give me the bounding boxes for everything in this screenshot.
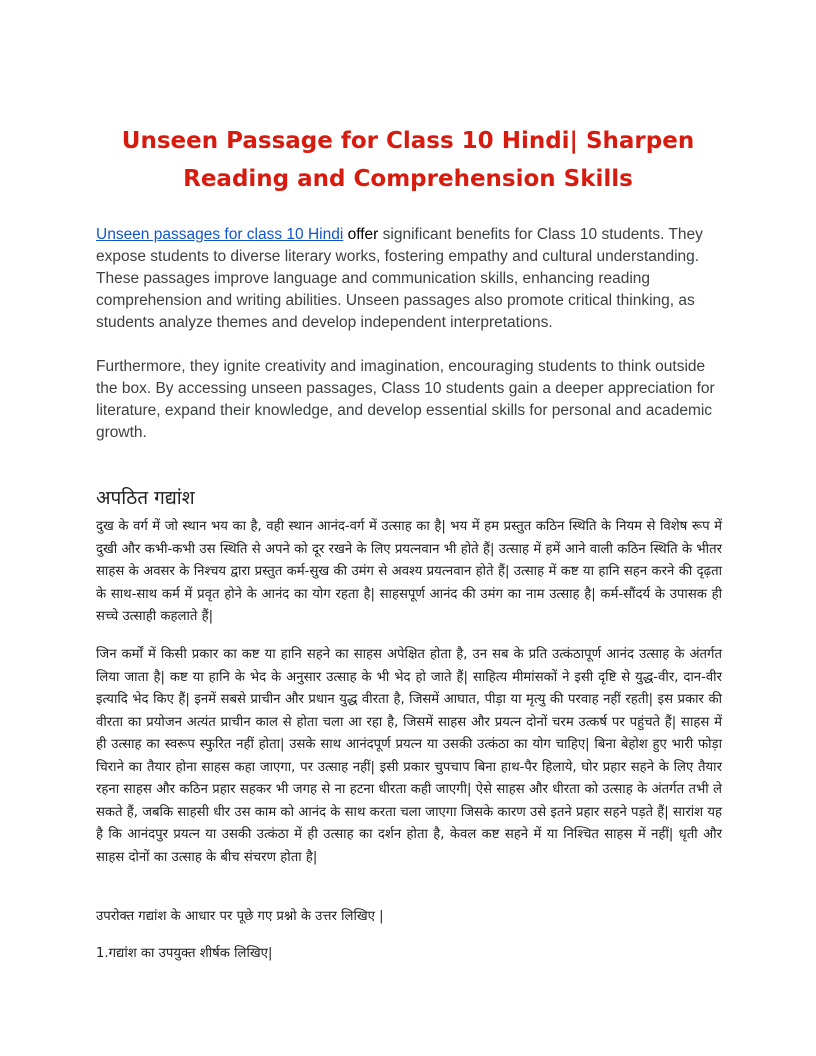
question-1: 1.गद्यांश का उपयुक्त शीर्षक लिखिए| [96, 946, 273, 961]
intro-paragraph-2: Furthermore, they ignite creativity and imagination, encouraging students to think outside the box. By accessing unseen passages, Class 10 students gain a deeper appreciation for literature, expand their knowledge, and develop essential skills for personal and academic growth. [96, 358, 715, 441]
intro-paragraph-1-text: significant benefits for Class 10 students. They expose students to diverse literary works, fostering empathy and cultural understanding. These passages improve language and communication skills, enhancing reading comprehension and writing abilities. Unseen passages also promote critical thinking, as students analyze themes and develop independent interpretations. [96, 226, 703, 331]
intro-paragraph-1 [96, 224, 726, 334]
offer-word: offer [347, 226, 379, 243]
question-instruction: उपरोक्त गद्यांश के आधार पर पूछे गए प्रश्नो के उत्तर लिखिए | [96, 909, 384, 924]
unseen-passages-link[interactable]: Unseen passages for class 10 Hindi [96, 226, 344, 243]
passage-paragraph-2: जिन कर्मों में किसी प्रकार का कष्ट या हानि सहने का साहस अपेक्षित होता है, उन सब के प्रति उत्कंठापूर्ण आनंद उत्साह के अंतर्गत लिया जाता है| कष्ट या हानि के भेद के अनुसार उत्साह के भी भेद हो जाते हैं| साहित्य मीमांसकों ने इसी दृष्टि से युद्ध-वीर, दान-वीर इत्यादि भेद किए हैं| इनमें सबसे प्राचीन और प्रधान युद्ध वीरता है, जिसमें आघात, पीड़ा या मृत्यु की परवाह नहीं रहती| इस प्रकार की वीरता का प्रयोजन अत्यंत प्राचीन काल से होता चला आ रहा है, जिसमें साहस और प्रयत्न दोनों चरम उत्कर्ष पर पहुंचते हैं| साहस में ही उत्साह का स्वरूप स्फुरित नहीं होता| उसके साथ आनंदपूर्ण प्रयत्न या उसकी उत्कंठा का योग चाहिए| बिना बेहोश हुए भारी फोड़ा चिराने का तैयार होना साहस कहा जाएगा, पर उत्साह नहीं| इसी प्रकार चुपचाप बिना हाथ-पैर हिलाये, घोर प्रहार सहने के लिए तैयार रहना साहस और कठिन प्रहार सहकर भी जगह से ना हटना धीरता कही जाएगी| ऐसे साहस और धीरता को उत्साह के अंतर्गत तभी ले सकते हैं, जबकि साहसी धीर उस काम को आनंद के साथ करता चला जाएगा जिसके कारण उसे इतने प्रहार सहने पड़ते हैं| सारांश यह है कि आनंदपुर प्रयत्न या उसकी उत्कंठा में ही उत्साह का दर्शन होता है, केवल कष्ट सहने में या निश्चित साहस में नहीं| धृती और साहस दोनों का उत्साह के बीच संचरण होता है| [96, 647, 722, 865]
passage-paragraph-1: दुख के वर्ग में जो स्थान भय का है, वही स्थान आनंद-वर्ग में उत्साह का है| भय में हम प्रस्तुत कठिन स्थिति के नियम से विशेष रूप में दुखी और कभी-कभी उस स्थिति से अपने को दूर रखने के लिए प्रयत्नवान भी होते हैं| उत्साह में हमें आने वाली कठिन स्थिति के भीतर साहस के अवसर के निश्चय द्वारा प्रस्तुत कर्म-सुख की उमंग से अवश्य प्रयत्नवान होते हैं| उत्साह में कष्ट या हानि सहन करने की दृढ़ता के साथ-साथ कर्म में प्रवृत होने के आनंद का योग रहता है| साहसपूर्ण आनंद की उमंग का नाम उत्साह है| कर्म-सौंदर्य के उपासक ही सच्चे उत्साही कहलाते हैं| [96, 519, 722, 624]
section-heading: अपठित गद्यांश [96, 487, 195, 509]
page-title: Unseen Passage for Class 10 Hindi| Sharpen Reading and Comprehension Skills [121, 128, 695, 192]
